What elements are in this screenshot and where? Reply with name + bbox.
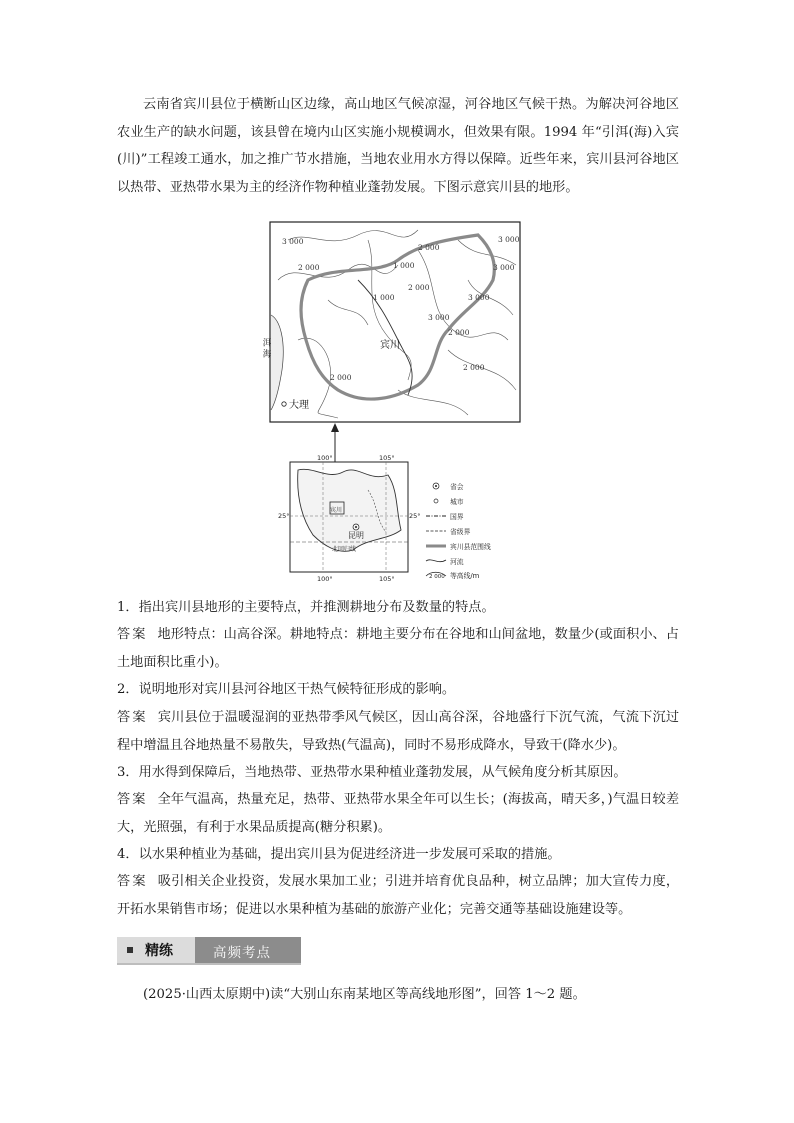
svg-text:25°: 25° [278, 512, 290, 520]
section-header [117, 937, 301, 963]
answer-3: 答案 全年气温高，热量充足，热带、亚热带水果全年可以生长；(海拔高，晴天多，)气温日较差大，光照强，有利于水果品质提高(糖分积累)。 [117, 792, 680, 835]
svg-text:3 000: 3 000 [468, 293, 490, 302]
river-icon [426, 560, 446, 562]
svg-text:3 000: 3 000 [498, 235, 520, 244]
svg-text:等高线/m: 等高线/m [450, 572, 480, 580]
svg-text:100°: 100° [317, 575, 333, 583]
svg-text:2 000: 2 000 [429, 574, 445, 580]
svg-text:宾川: 宾川 [330, 507, 343, 514]
svg-text:宾川县范围线: 宾川县范围线 [450, 543, 491, 551]
svg-text:100°: 100° [317, 454, 333, 462]
svg-text:2 000: 2 000 [463, 363, 485, 372]
legend [426, 482, 491, 580]
svg-text:2 000: 2 000 [418, 243, 440, 252]
svg-text:3 000: 3 000 [282, 237, 304, 246]
section-subtitle: 高频考点 [213, 945, 271, 961]
erhai-label: 洱 海 [261, 338, 271, 358]
main-map-frame [270, 222, 520, 422]
svg-text:北回归线: 北回归线 [332, 546, 357, 553]
intro-paragraph: 云南省宾川县位于横断山区边缘，高山地区气候凉湿，河谷地区气候干热。为解决河谷地区农业生产的缺水问题，该县曾在境内山区实施小规模调水，但效果有限。1994 年“引洱(海)入宾(川)”工程竣工通水，加之推广节水措施，当地农业用水方得以保障。近些年来，宾川县河谷地区以热带、亚热带水果为主的经济作物种植业蓬勃发展。下图示意宾川县的地形。 [117, 97, 679, 195]
svg-text:2 000: 2 000 [408, 283, 430, 292]
svg-text:省会: 省会 [450, 483, 464, 491]
svg-text:105°: 105° [379, 575, 395, 583]
svg-text:25°: 25° [409, 512, 421, 520]
svg-text:城市: 城市 [450, 498, 464, 506]
city-icon [434, 499, 438, 503]
svg-text:105°: 105° [379, 454, 395, 462]
svg-text:2 000: 2 000 [298, 263, 320, 272]
answer-4: 答案 吸引相关企业投资，发展水果加工业；引进并培育优良品种，树立品牌；加大宣传力度，开拓水果销售市场；促进以水果种植为基础的旅游产业化；完善交通等基础设施建设等。 [117, 874, 680, 917]
question-3: 3．用水得到保障后，当地热带、亚热带水果种植业蓬勃发展，从气候角度分析其原因。 [117, 765, 627, 780]
dali-label: 大理 [289, 400, 309, 411]
question-2: 2．说明地形对宾川县河谷地区干热气候特征形成的影响。 [117, 682, 456, 697]
binchuan-terrain-map [261, 220, 524, 583]
svg-text:1 000: 1 000 [393, 261, 415, 270]
svg-text:2 000: 2 000 [330, 373, 352, 382]
county-label: 宾川 [380, 340, 400, 351]
square-bullet-icon [127, 947, 133, 953]
question-4: 4．以水果种植业为基础，提出宾川县为促进经济进一步发展可采取的措施。 [117, 847, 561, 862]
answer-tag: 答案 [117, 792, 148, 807]
svg-text:3 000: 3 000 [493, 263, 515, 272]
answer-2: 答案 宾川县位于温暖湿润的亚热带季风气候区，因山高谷深，谷地盛行下沉气流，气流下沉过程中增温且谷地热量不易散失，导致热(气温高)，同时不易形成降水，导致干(降水少)。 [117, 710, 680, 753]
svg-text:省级界: 省级界 [450, 528, 471, 536]
next-question-intro: (2025·山西太原期中)读“大别山东南某地区等高线地形图”，回答 1～2 题。 [143, 987, 586, 1002]
svg-text:国界: 国界 [450, 513, 464, 521]
svg-text:昆明: 昆明 [348, 531, 364, 540]
section-title: 精练 [145, 943, 173, 959]
svg-text:河流: 河流 [450, 558, 464, 566]
answer-tag: 答案 [117, 710, 148, 725]
answer-tag: 答案 [117, 874, 148, 889]
answer-1: 答案 地形特点：山高谷深。耕地特点：耕地主要分布在谷地和山间盆地，数量少(或面积小、占土地面积比重小)。 [117, 627, 679, 670]
svg-text:2 000: 2 000 [448, 328, 470, 337]
svg-text:1 000: 1 000 [373, 293, 395, 302]
answer-tag: 答案 [117, 627, 148, 642]
question-1: 1．指出宾川县地形的主要特点，并推测耕地分布及数量的特点。 [117, 600, 495, 615]
svg-text:3 000: 3 000 [428, 313, 450, 322]
